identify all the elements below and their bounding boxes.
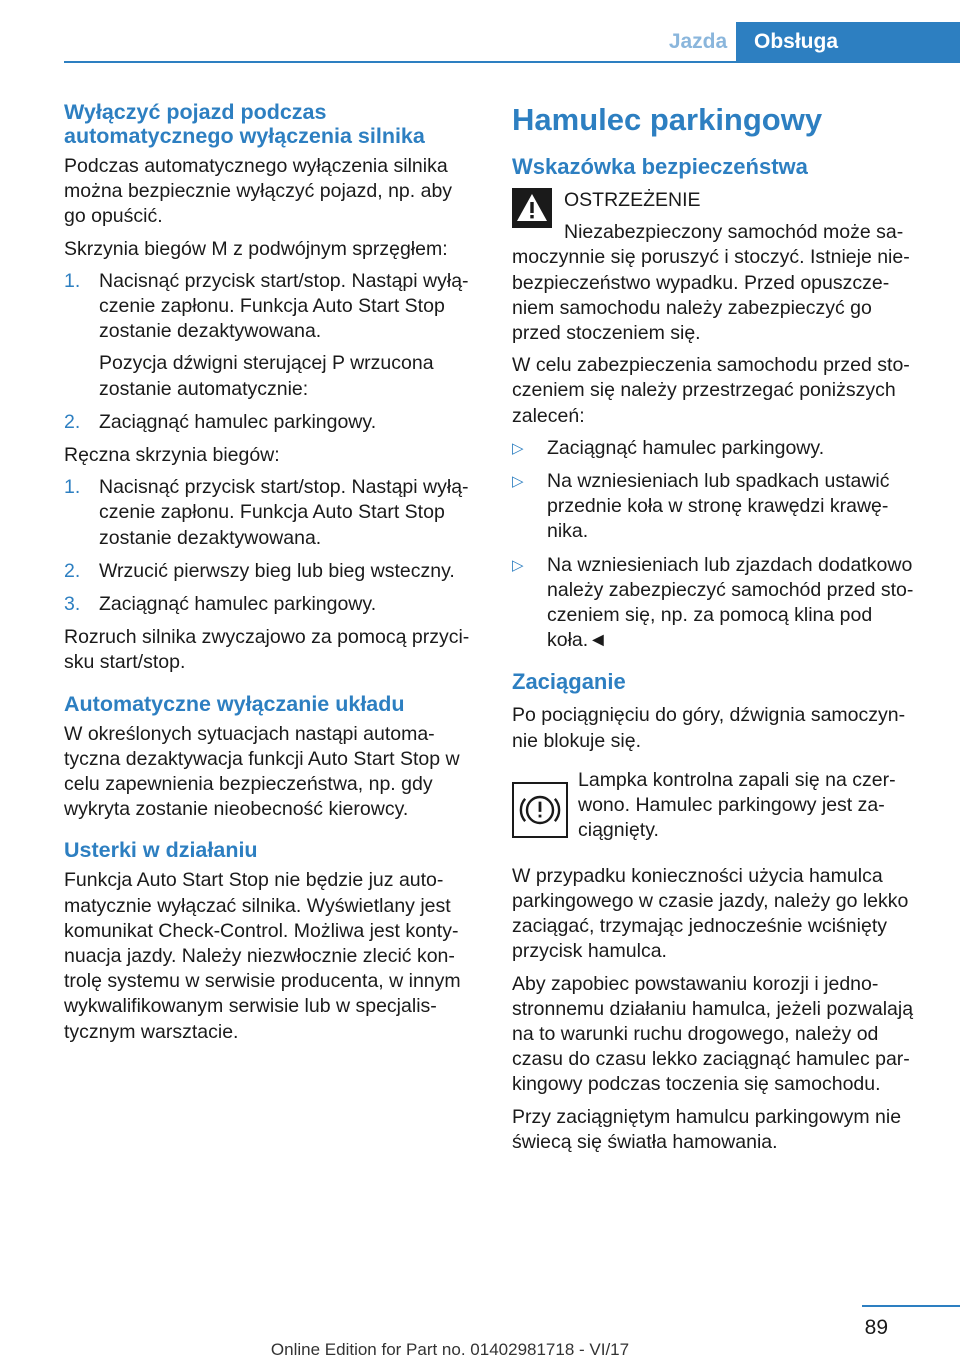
paragraph-manual: Ręczna skrzynia biegów: bbox=[64, 444, 280, 467]
right-column bbox=[512, 100, 922, 1162]
step-number: 1. bbox=[64, 476, 81, 499]
tab-obsluga[interactable]: Obsługa bbox=[736, 22, 960, 62]
warning-body: Niezabezpieczony samochód może sa‐moczynnie się poruszyć i stoczyć. Istnieje nie‐bezpieczeństwo wypadku. Przed opuszcze‐niem samochodu należy zabezpieczyć go przed stoczeniem się. bbox=[512, 221, 910, 345]
step-text: Zaciągnąć hamulec parkingowy. bbox=[99, 410, 377, 433]
list-item bbox=[64, 592, 478, 617]
step-text: Nacisnąć przycisk start/stop. Nastąpi wyłą‐czenie zapłonu. Funkcja Auto Start Stop zostanie dezaktywowana. bbox=[99, 269, 469, 343]
warning-triangle-icon bbox=[512, 188, 552, 228]
paragraph-lights: Przy zaciągniętym hamulcu parkingowym nie świecą się światła hamowania. bbox=[512, 1105, 902, 1153]
left-column bbox=[64, 100, 478, 1052]
secure-tips bbox=[512, 436, 922, 654]
heading-auto-disable: Automatyczne wyłączanie układu bbox=[64, 691, 405, 716]
heading-safety-note: Wskazówka bezpieczeństwa bbox=[512, 154, 808, 179]
list-item bbox=[512, 469, 922, 545]
tip-text: Na wzniesieniach lub zjazdach dodatkowo należy zabezpieczyć samochód przed sto‐czeniem się, np. za pomocą klina pod koła.◄ bbox=[547, 553, 914, 652]
list-item bbox=[64, 559, 478, 584]
header-rule bbox=[64, 61, 960, 63]
triangle-bullet-icon: ▷ bbox=[512, 556, 524, 574]
warning-title: OSTRZEŻENIE bbox=[564, 189, 701, 211]
paragraph-auto-disable: W określonych sytuacjach nastąpi automa‐tyczna dezaktywacja funkcji Auto Start Stop w celu zapewnienia bezpieczeństwa, np. gdy wykryta zostanie nieobecność kierowcy. bbox=[64, 722, 460, 821]
triangle-bullet-icon: ▷ bbox=[512, 439, 524, 457]
heading-switch-off: Wyłączyć pojazd podczas automatycznego wyłączenia silnika bbox=[64, 100, 425, 148]
step-subtext: Pozycja dźwigni sterującej P wrzucona zostanie automatycznie: bbox=[99, 352, 434, 400]
heading-parking-brake: Hamulec parkingowy bbox=[512, 102, 823, 137]
paragraph-faults: Funkcja Auto Start Stop nie będzie juz auto‐matycznie wyłączać silnika. Wyświetlany jest komunikat Check-Control. Możliwa jest konty‐nuacja jazdy. Należy niezwłocznie zlecić kon‐trolę systemu w serwisie producenta, w innym wykwalifikowanym serwisie lub w specjalis‐tycznym warsztacie. bbox=[64, 869, 461, 1043]
paragraph-apply: Po pociągnięciu do góry, dźwignia samoczyn‐nie blokuje się. bbox=[512, 704, 906, 752]
tip-text: Zaciągnąć hamulec parkingowy. bbox=[547, 436, 825, 459]
step-number: 3. bbox=[64, 593, 81, 616]
list-item bbox=[64, 475, 478, 551]
dct-steps bbox=[64, 269, 478, 435]
warning-block bbox=[512, 188, 922, 346]
step-number: 2. bbox=[64, 410, 81, 433]
paragraph-secure: W celu zabezpieczenia samochodu przed sto‐czeniem się należy przestrzegać poniższych zaleceń: bbox=[512, 354, 910, 427]
triangle-bullet-icon: ▷ bbox=[512, 473, 524, 491]
paragraph-corrosion: Aby zapobiec powstawaniu korozji i jedno‐stronnemu działaniu hamulca, jeżeli pozwalają na to warunki ruchu drogowego, należy od czasu do czasu lekko zaciągnąć hamulec par‐kingowy podczas toczenia się samochodu. bbox=[512, 972, 914, 1096]
list-item bbox=[512, 553, 922, 654]
step-text: Zaciągnąć hamulec parkingowy. bbox=[99, 593, 377, 616]
footer-rule bbox=[862, 1305, 960, 1307]
step-number: 2. bbox=[64, 559, 81, 582]
indicator-lamp-block bbox=[512, 768, 922, 848]
step-text: Wrzucić pierwszy bieg lub bieg wsteczny. bbox=[99, 559, 455, 582]
edition-footer: Online Edition for Part no. 01402981718 - VI/17 bbox=[270, 1340, 630, 1359]
paragraph-switch-off: Podczas automatycznego wyłączenia silnika można bezpiecznie wyłączyć pojazd, np. aby go opuścić. bbox=[64, 155, 453, 228]
paragraph-dct: Skrzynia biegów M z podwójnym sprzęgłem: bbox=[64, 237, 448, 260]
paragraph-driving: W przypadku konieczności użycia hamulca parkingowego w czasie jazdy, należy go lekko zaciągać, trzymając jednocześnie wciśnięty przycisk hamulca. bbox=[512, 864, 909, 963]
manual-steps bbox=[64, 475, 478, 617]
parking-brake-icon bbox=[512, 782, 568, 838]
step-number: 1. bbox=[64, 269, 81, 292]
heading-faults: Usterki w działaniu bbox=[64, 838, 258, 863]
heading-apply: Zaciąganie bbox=[512, 669, 626, 695]
paragraph-restart: Rozruch silnika zwyczajowo za pomocą przyci‐sku start/stop. bbox=[64, 626, 470, 674]
page-number: 89 bbox=[864, 1316, 888, 1339]
list-item bbox=[64, 269, 478, 402]
lamp-text: Lampka kontrolna zapali się na czer‐wono. Hamulec parkingowy jest za‐ciągnięty. bbox=[578, 768, 896, 842]
step-text: Nacisnąć przycisk start/stop. Nastąpi wyłą‐czenie zapłonu. Funkcja Auto Start Stop zostanie dezaktywowana. bbox=[99, 476, 469, 549]
list-item bbox=[512, 436, 922, 461]
tab-jazda[interactable]: Jazda bbox=[668, 30, 728, 53]
list-item bbox=[64, 410, 478, 435]
tip-text: Na wzniesieniach lub spadkach ustawić przednie koła w stronę krawędzi krawę‐nika. bbox=[547, 470, 890, 543]
